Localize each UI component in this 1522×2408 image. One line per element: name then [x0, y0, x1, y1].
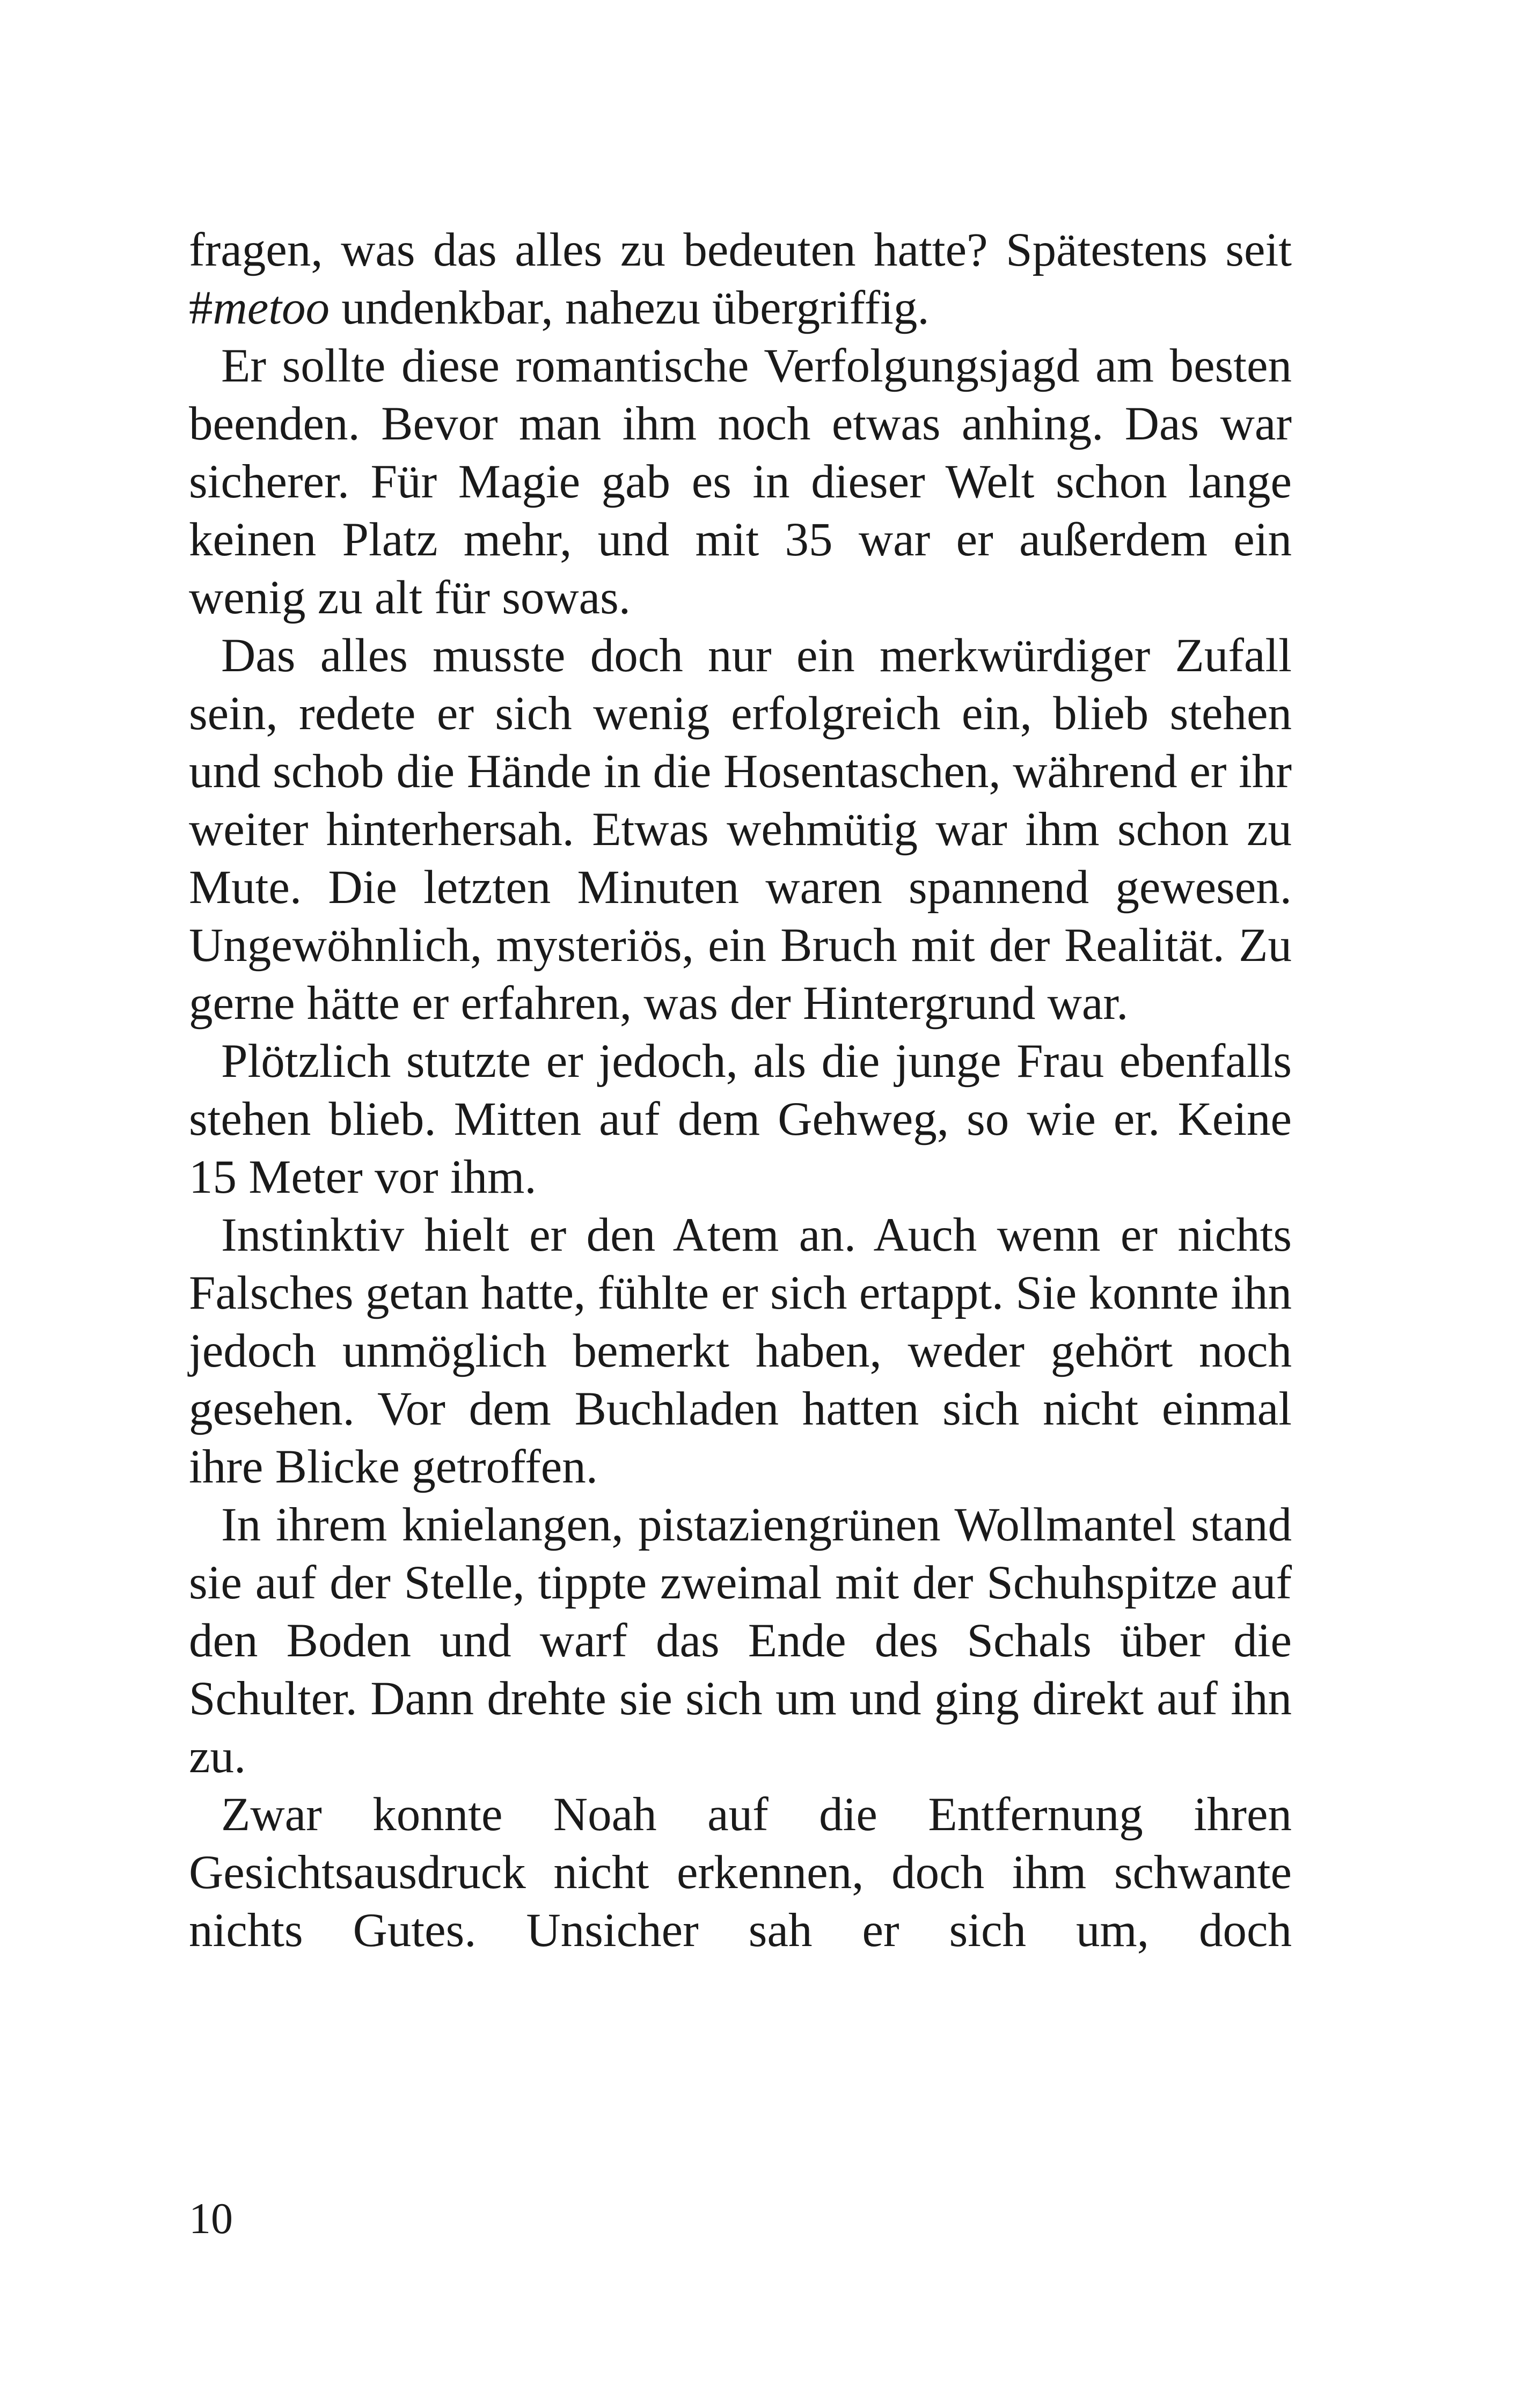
body-text	[189, 221, 1292, 1959]
paragraph-text: Er sollte diese romantische Verfolgungsjagd am besten beenden. Bevor man ihm noch etwas anhing. Das war sicherer. Für Magie gab es in dieser Welt schon lange keinen Platz mehr, und mit 35 war er außerdem ein wenig zu alt für sowas.	[189, 340, 1292, 624]
paragraph-text: fragen, was das alles zu bedeuten hatte? Spätestens seit #	[189, 224, 1292, 334]
paragraph-text: Zwar konnte Noah auf die Entfernung ihren Gesichtsausdruck nicht erkennen, doch ihm schwante nichts Gutes. Unsicher sah er sich um, doch	[189, 1788, 1292, 1957]
paragraph-text: undenkbar, nahezu übergriffig.	[330, 282, 930, 334]
hashtag-italic: metoo	[213, 282, 330, 334]
paragraph	[189, 1206, 1292, 1496]
page-number: 10	[189, 2194, 233, 2243]
paragraph	[189, 1496, 1292, 1786]
paragraph	[189, 1786, 1292, 1959]
paragraph-text: In ihrem knielangen, pistaziengrünen Wollmantel stand sie auf der Stelle, tippte zweimal mit der Schuhspitze auf den Boden und warf das Ende des Schals über die Schulter. Dann drehte sie sich um und ging direkt auf ihn zu.	[189, 1499, 1292, 1783]
paragraph-text: Instinktiv hielt er den Atem an. Auch wenn er nichts Falsches getan hatte, fühlte er sich ertappt. Sie konnte ihn jedoch unmöglich bemerkt haben, weder gehört noch gesehen. Vor dem Buchladen hatten sich nicht einmal ihre Blicke getroffen.	[189, 1209, 1292, 1493]
paragraph	[189, 221, 1292, 337]
paragraph-text: Das alles musste doch nur ein merkwürdiger Zufall sein, redete er sich wenig erfolgreich ein, blieb stehen und schob die Hände in die Hosentaschen, während er ihr weiter hinterhersah. Etwas wehmütig war ihm schon zu Mute. Die letzten Minuten waren spannend gewesen. Ungewöhnlich, mysteriös, ein Bruch mit der Realität. Zu gerne hätte er erfahren, was der Hintergrund war.	[189, 629, 1292, 1030]
paragraph	[189, 627, 1292, 1032]
paragraph-text: Plötzlich stutzte er jedoch, als die junge Frau ebenfalls stehen blieb. Mitten auf dem Gehweg, so wie er. Keine 15 Meter vor ihm.	[189, 1035, 1292, 1203]
paragraph	[189, 1032, 1292, 1206]
paragraph	[189, 337, 1292, 627]
